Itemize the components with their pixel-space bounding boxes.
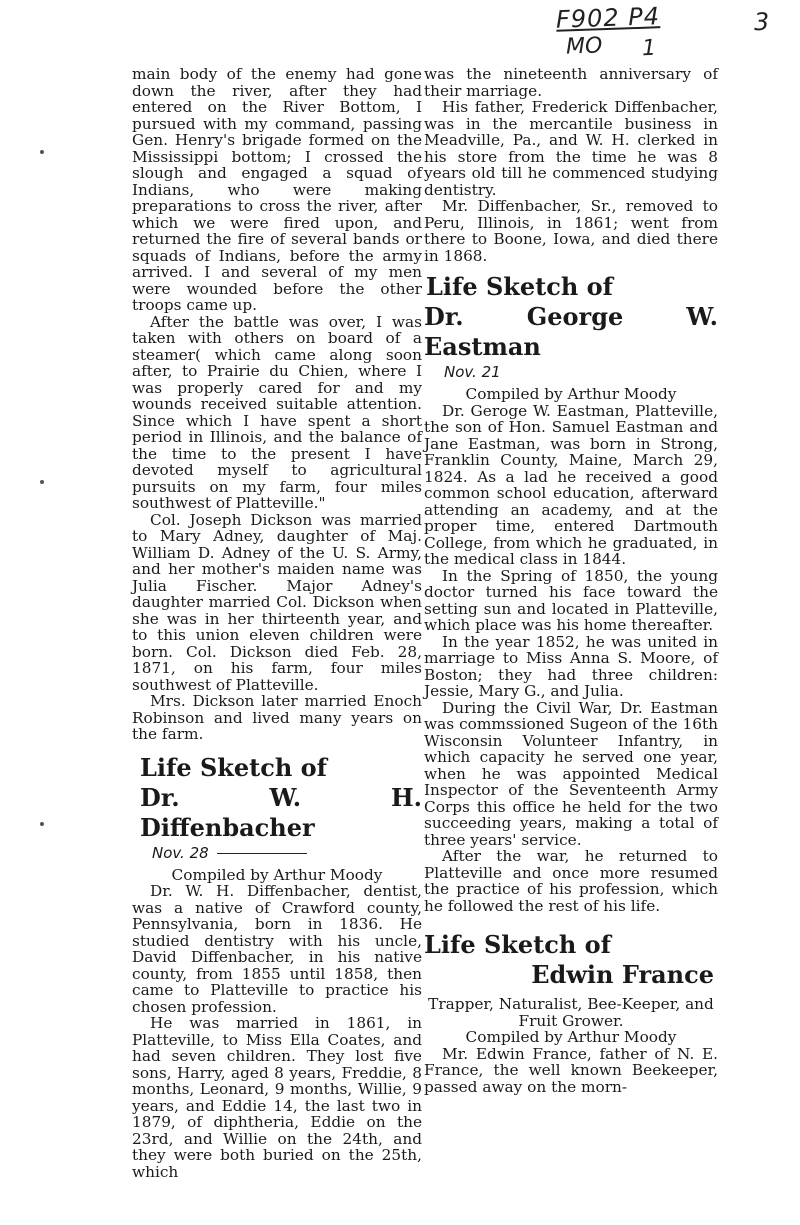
article-paragraph: In the Spring of 1850, the young doctor turned his face toward the setting sun and located in Platteville, which place was his home thereafter. xyxy=(424,566,718,634)
handwritten-date: Nov. 21 xyxy=(444,363,501,381)
article-paragraph: During the Civil War, Dr. Eastman was commssioned Sugeon of the 16th Wisconsin Volunteer Infantry, in which capacity he served one year, when he was appointed Medical Inspector of the Seventeenth Army Corps this office he held for the two succeeding years, making a total of three years' service. xyxy=(424,698,718,849)
handwritten-page-number: 3 xyxy=(753,7,770,37)
article-paragraph: Mr. Edwin France, father of N. E. France, the well known Beekeeper, passed away on the morn- xyxy=(424,1044,718,1096)
article-paragraph: was the nineteenth anniversary of their marriage. xyxy=(424,65,718,100)
article-paragraph: Dr. W. H. Diffenbacher, dentist, was a native of Crawford county, Pennsylvania, born in 1836. He studied dentistry with his uncle, David Diffenbacher, in his native county, from 1855 until 1858, then came to Platteville to practice his chosen profession. xyxy=(132,882,422,1016)
article-paragraph: In the year 1852, he was united in marriage to Miss Anna S. Moore, of Boston; they had three children: Jessie, Mary G., and Julia. xyxy=(424,632,718,700)
byline: Compiled by Arthur Moody xyxy=(465,1028,677,1046)
eastman-headline xyxy=(424,272,718,362)
headline-line: Dr. W. H. Diffenbacher xyxy=(140,782,422,842)
article-paragraph: Mrs. Dickson later married Enoch Robinson and lived many years on the farm. xyxy=(132,692,422,743)
article-paragraph: Col. Joseph Dickson was married to Mary Adney, daughter of Maj. William D. Adney of the U. S. Army, and her mother's maiden name was Julia Fischer. Major Adney's daughter married Col. Dickson when she was in her thirteenth year, and to this union eleven children were born. Col. Dickson died Feb. 28, 1871, on his farm, four miles southwest of Platteville. xyxy=(132,510,422,694)
handwritten-catalog-code: F902 P4 xyxy=(555,2,661,34)
article-paragraph: After the war, he returned to Platteville and once more resumed the practice of his profession, which he followed the rest of his life. xyxy=(424,847,718,915)
diffenbacher-headline xyxy=(132,753,422,843)
byline: Compiled by Arthur Moody xyxy=(171,865,383,884)
handwritten-catalog-num: 1 xyxy=(641,35,657,62)
headline-line: Dr. George W. Eastman xyxy=(424,302,718,361)
headline-line: Edwin France xyxy=(531,960,714,989)
subtitle: Trapper, Naturalist, Bee-Keeper, and Fruit Grower. xyxy=(428,995,714,1030)
article-paragraph: After the battle was over, I was taken with others on board of a steamer( which came along soon after, to Prairie du Chien, where I was properly cared for and my wounds received suitable attention. Since which I have spent a short period in Illinois, and the balance of the time to the present I have devoted myself to agricultural pursuits on my farm, four miles southwest of Platteville." xyxy=(132,312,422,512)
article-paragraph: Mr. Diffenbacher, Sr., removed to Peru, Illinois, in 1861; went from there to Boone, Iowa, and died there in 1868. xyxy=(424,197,718,265)
scan-speck xyxy=(40,822,44,826)
scan-speck xyxy=(40,150,44,154)
headline-line: Life Sketch of xyxy=(140,752,328,782)
handwritten-catalog-sub: MO xyxy=(565,33,603,60)
byline: Compiled by Arthur Moody xyxy=(465,385,677,403)
right-column xyxy=(424,66,718,1095)
france-headline xyxy=(424,930,718,990)
headline-line: Life Sketch of xyxy=(424,930,612,959)
scan-speck xyxy=(40,480,44,484)
article-paragraph: Dr. Geroge W. Eastman, Platteville, the son of Hon. Samuel Eastman and Jane Eastman, was born in Strong, Franklin County, Maine, March 29, 1824. As a lad he received a good common school education, afterward attending an academy, and at the proper time, entered Dartmouth College, from which he graduated, in the medical class in 1844. xyxy=(424,401,718,568)
headline-line: Life Sketch of xyxy=(426,272,614,301)
article-paragraph: main body of the enemy had gone down the river, after they had entered on the River Bottom, I pursued with my command, passing Gen. Henry's brigade formed on the Mississippi bottom; I crossed the slough and engaged a squad of Indians, who were making preparations to cross the river, after which we were fired upon, and returned the fire of several bands or squads of Indians, before the army arrived. I and several of my men were wounded before the other troops came up. xyxy=(132,65,422,314)
article-paragraph: His father, Frederick Diffenbacher, was in the mercantile business in Meadville, Pa., and W. H. clerked in his store from the time he was 8 years old till he commenced studying dentistry. xyxy=(424,98,718,199)
left-column xyxy=(132,66,422,1180)
underline-rule xyxy=(217,853,307,854)
handwritten-date: Nov. 28 xyxy=(152,845,422,865)
article-paragraph: He was married in 1861, in Platteville, to Miss Ella Coates, and had seven children. They lost five sons, Harry, aged 8 years, Freddie, 8 months, Leonard, 9 months, Willie, 9 years, and Eddie 14, the last two in 1879, of diphtheria, Eddie on the 23rd, and Willie on the 24th, and they were both buried on the 25th, which xyxy=(132,1014,422,1181)
